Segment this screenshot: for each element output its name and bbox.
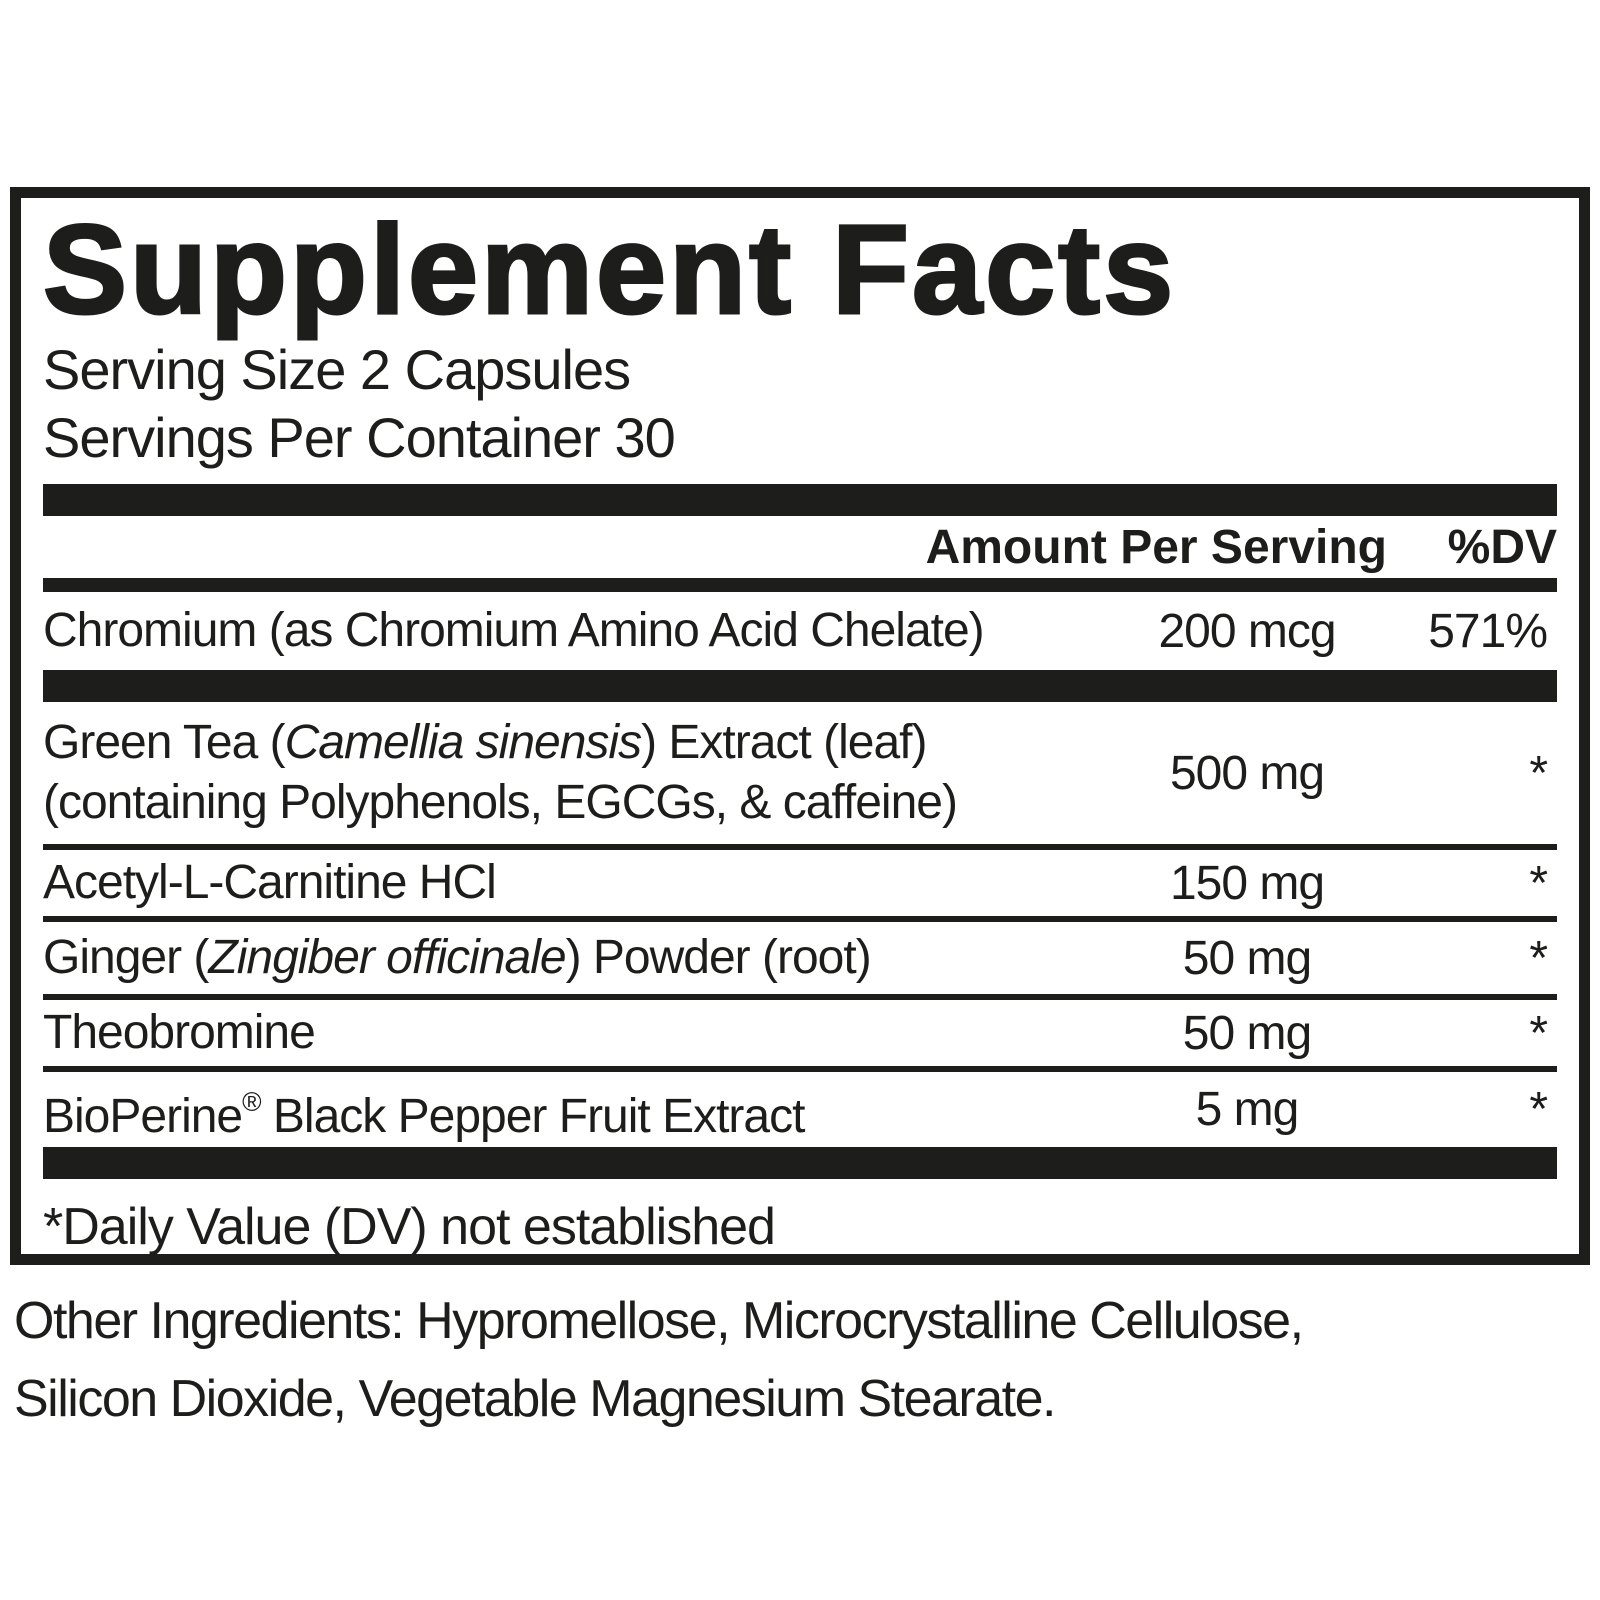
- ingredient-name-text: Green Tea (: [43, 716, 285, 769]
- row-ginger: [43, 922, 1557, 994]
- ingredient-amount: 50 mg: [1182, 931, 1312, 985]
- amount-per-serving-header: Amount Per Serving: [925, 520, 1387, 574]
- other-ingredients-line2: Silicon Dioxide, Vegetable Magnesium Stearate.: [14, 1370, 1055, 1428]
- ingredient-amount: 50 mg: [1182, 1006, 1312, 1060]
- ingredient-name: Acetyl-L-Carnitine HCl: [43, 856, 496, 909]
- ingredient-dv: 571%: [1428, 604, 1547, 658]
- ingredient-dv: *: [1529, 1083, 1547, 1136]
- ingredient-name: Chromium (as Chromium Amino Acid Chelate): [43, 604, 984, 657]
- ingredient-name-line2: (containing Polyphenols, EGCGs, & caffeine): [43, 776, 957, 829]
- column-header-row: [43, 516, 1557, 578]
- ingredient-amount: 500 mg: [1169, 746, 1325, 800]
- other-ingredients-line1: Other Ingredients: Hypromellose, Microcrystalline Cellulose,: [14, 1292, 1303, 1350]
- ingredient-name-text: ) Powder (root): [565, 931, 871, 984]
- ingredient-amount: 150 mg: [1169, 856, 1325, 910]
- ingredient-dv: *: [1529, 1006, 1547, 1060]
- supplement-facts-panel: [10, 187, 1590, 1265]
- ingredient-latin-name: Zingiber officinale: [208, 931, 566, 984]
- divider-thick-top: [43, 484, 1557, 516]
- ingredient-name: [43, 713, 1107, 833]
- divider-thick-bottom: [43, 1147, 1557, 1179]
- ingredient-name-text: BioPerine: [43, 1090, 243, 1143]
- divider-thick-after-chromium: [43, 670, 1557, 702]
- row-bioperine: [43, 1072, 1557, 1147]
- daily-value-footnote: *Daily Value (DV) not established: [43, 1198, 775, 1256]
- row-green-tea: [43, 702, 1557, 844]
- servings-per-container: Servings Per Container 30: [43, 406, 675, 469]
- ingredient-name: [43, 1072, 1107, 1147]
- ingredient-dv: *: [1529, 856, 1547, 910]
- percent-dv-header: %DV: [1447, 520, 1557, 574]
- ingredient-name: [43, 928, 1107, 988]
- panel-title: Supplement Facts: [43, 199, 1177, 340]
- ingredient-amount: 5 mg: [1195, 1083, 1299, 1136]
- serving-size: Serving Size 2 Capsules: [43, 338, 631, 401]
- ingredient-name-text: ) Extract (leaf): [641, 716, 927, 769]
- divider-medium-under-header: [43, 578, 1557, 592]
- ingredient-amount: 200 mcg: [1158, 604, 1336, 658]
- row-theobromine: [43, 1000, 1557, 1066]
- row-acetyl-l-carnitine: [43, 850, 1557, 916]
- ingredient-dv: *: [1529, 746, 1547, 800]
- ingredient-dv: *: [1529, 931, 1547, 985]
- ingredient-name-text: Ginger (: [43, 931, 209, 984]
- row-chromium: [43, 592, 1557, 670]
- ingredient-name-text: Black Pepper Fruit Extract: [260, 1090, 805, 1143]
- other-ingredients: [14, 1282, 1303, 1438]
- ingredient-name: Theobromine: [43, 1006, 315, 1059]
- ingredient-latin-name: Camellia sinensis: [284, 716, 642, 769]
- registered-trademark-symbol: ®: [242, 1087, 261, 1117]
